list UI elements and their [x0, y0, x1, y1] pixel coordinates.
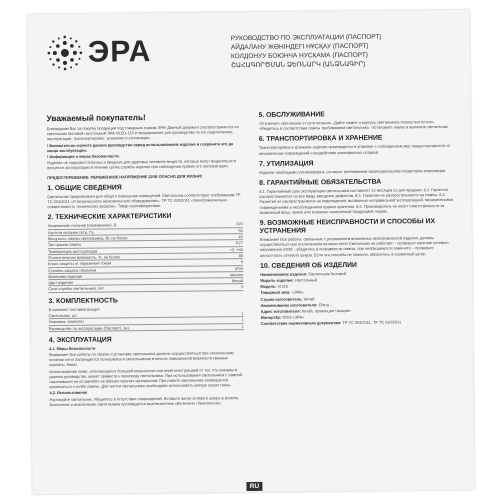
doc-title-kz: АЙДАЛАНУ ЖӨНІНДЕГІ НҰСҚАУ (ПАСПОРТ) [230, 42, 369, 52]
spec-label: Материал изделия [48, 272, 215, 280]
list-item: Соответствие нормативным документам: ТР ТС 004/2011, ТР ТС 020/2011 [260, 319, 402, 327]
spec-label: Срок службы светильника, лет [48, 284, 215, 292]
spec-label: Температура эксплуатации [48, 246, 215, 254]
section-3-title: 3. КОМПЛЕКТНОСТЬ [48, 297, 118, 305]
doc-title-am: ՇԱՀԱԳՈՐԾՄԱՆ ՁԵՌՆԱՐԿ (ԱՆՁՆԱԳԻՐ) [231, 60, 366, 70]
section-9-title: 9. ВОЗМОЖНЫЕ НЕИСПРАВНОСТИ И СПОСОБЫ ИХ УСТРАНЕНИЯ [259, 218, 436, 235]
spec-label: Цвет изделия [48, 278, 215, 286]
section-10-title: 10. СВЕДЕНИЯ ОБ ИЗДЕЛИИ [260, 261, 357, 270]
section-6-text: Транспортировка и хранение изделия производится в упаковке с соблюдением мер предосторожности от механических повреждений и воздействия атмосферных осадков. [258, 143, 451, 156]
brand-name: ЭРА [87, 35, 152, 69]
spec-value: металл [216, 271, 244, 278]
section-7-title: 7. УТИЛИЗАЦИЯ [259, 160, 314, 168]
list-item: Наименование изготовителя: Сhina ... [260, 302, 334, 308]
table-row [49, 323, 244, 331]
section-6-title: 6. ТРАНСПОРТИРОВКА И ХРАНЕНИЕ [258, 135, 383, 144]
spec-label: Напряжение питания (переменное), В [48, 222, 215, 230]
spec-label: Степень защиты оболочки [48, 265, 215, 273]
section-4-title: 4. ЭКСПЛУАТАЦИЯ [48, 336, 112, 344]
list-item: Наименование изделия: Светильник бытовой [260, 270, 346, 277]
spec-value: E27 [215, 240, 243, 247]
section-5-text: -Отключите светильник от сети питания. -Дайте лампе и корпусу светильника полностью остыть. -Убедитесь в соответствии лампы требованиям светильника. -Установите лампу и включите светильник. [258, 119, 449, 132]
spec-value: белый [216, 278, 244, 285]
section-3-intro: В комплект поставки входит: [48, 306, 101, 312]
section-4-text-3: Распакуйте светильник. Убедитесь в отсутствии повреждений. Вставьте вилку сетевого шнура в розетку. Включение и выключение светильника производится выключателем «Включено / Выключено». [49, 394, 239, 407]
spec-value: 50 [215, 227, 243, 234]
spec-value: 220 [215, 222, 243, 228]
document-titles [231, 32, 461, 70]
section-5-title: 5. ОБСЛУЖИВАНИЕ [258, 111, 325, 119]
list-item: Адрес изготовителя: Китай, провинция Чжэцзян [260, 308, 351, 314]
list-item: Импортёр: ООО «ЭРА» [260, 314, 305, 321]
spec-label: Класс защиты от поражения током [48, 259, 215, 267]
section-4-text-2: Использование ламп, отличающихся большей мощностью или иной конструкцией от тех, что указаны в данном руководстве, может привести к перегреву светильника. При использовании светильника с лампой накаливания не оставляйте её вблизи горючих материалов. При работе светильника запрещается прикасаться к колбе лампы. Для чистки светильника необходимо использовать мягкую сухую ткань. [49, 366, 242, 390]
sun-logo-icon [46, 34, 84, 72]
list-item: Модель: N-116 [260, 283, 289, 290]
kit-table [49, 311, 244, 332]
product-info [260, 270, 456, 327]
doc-title-ru: РУКОВОДСТВО ПО ЭКСПЛУАТАЦИИ (ПАСПОРТ) [230, 33, 382, 43]
kit-label: Руководство по эксплуатации (Паспорт), экз. [49, 323, 239, 331]
section-9-text: Внимание! Все работы, связанные с устранением возможных неисправностей изделия, должны осуществляться при отключенном питании сети! Светильник не работает: - проверьте наличие сетевого напряжения 220В; - убедитесь в исправности лампы, при необходимости замените; - проверьте целостность сетевого шнура. Если эти способы не помогли, обратитесь в сервисный центр. [259, 235, 449, 258]
section-4-sub-2: 4.2. Использование [49, 390, 88, 396]
doc-title-kg: КОЛДОНУУ БОЮНЧА НУСКАМА (ПАСПОРТ) [230, 51, 368, 61]
kit-label: Упаковка, комплект [49, 317, 239, 325]
section-4-text-1: Внимание! Все работы по сборке и установке светильника должны осуществляться при отключенном питании сети! Запрещается пользоваться светильником в местах повышенной влажности (ванные комнаты, бани). [49, 350, 234, 368]
spec-label: Мощность лампы светильника, Вт, не более [48, 234, 215, 242]
brand-logo [46, 33, 156, 74]
voltage-warning: ПРЕДОСТЕРЕЖЕНИЕ: ПЕРЕМЕННОЕ НАПРЯЖЕНИЕ 220В ОПАСНО ДЛЯ ЖИЗНИ! [47, 173, 203, 180]
table-row [48, 284, 243, 292]
spec-value: 40 [215, 234, 243, 241]
left-column [47, 110, 245, 408]
spec-value: II [215, 259, 243, 266]
manual-sheet [27, 10, 474, 495]
intro-note-1: ! Внимательно изучите данное руководство перед использованием изделия и сохраните его до конца эксплуатации. [46, 140, 234, 153]
section-4-sub-1: 4.1. Меры безопасности [48, 345, 96, 351]
intro-text: Благодарим Вас за покупку продукции под товарным знаком ЭРА! Данный документ распространяется на светильник бытовой настольный ЭРА NLED-116 и предназначен для руководства по его подключению, эксплуатации, транспортировке, хранению и утилизации. [46, 124, 239, 142]
intro-note-3: Изделие не содержит опасных и вредных для здоровья человека веществ, которые могут выделяться в процессе эксплуатации в течение срока службы изделия при соблюдении правил его эксплуатации. [47, 158, 236, 171]
list-item: Модель изделия: Настольный [260, 277, 318, 283]
section-8-text: 8.1. Гарантийный срок эксплуатации светильника составляет 12 месяцев со дня продажи. 8.2. Гарантия распространяется на все виды заводских дефектов. 8.3. Гарантия не распространяется на лампы. 8.4. Гарантия не распространяется на повреждения, вызванные неправильной эксплуатацией, механическими повреждениями и несоблюдением правил хранения. 8.5. Производитель не несёт ответственности за возможный вред, прямо или косвенно нанесённый продукцией людям. [259, 186, 453, 215]
kit-label: Светильник, шт. [49, 311, 239, 319]
spec-value: +5..+40 [215, 246, 243, 253]
section-2-title: 2. ТЕХНИЧЕСКИЕ ХАРАКТЕРИСТИКИ [47, 213, 172, 222]
spec-label: Относительная влажность, %, не более [48, 253, 215, 261]
section-8-title: 8. ГАРАНТИЙНЫЕ ОБЯЗАТЕЛЬСТВА [259, 178, 382, 187]
kit-value: 1 [239, 311, 244, 317]
section-1-text: Светильник предназначен для общего освещения помещений. Светильник соответствует требованиям ТР ТС 004/2011 «О безопасности низковольтного оборудования», ТР ТС 020/2011 «Электромагнитная совместимость технических средств». Товар сертифицирован. [47, 191, 241, 210]
intro-note-2: ! Информация о мерах безопасности. [46, 153, 120, 160]
spec-label: Тип цоколя лампы [48, 240, 215, 248]
right-column [259, 108, 456, 328]
list-item: Товарный знак: «ЭРА» [260, 289, 304, 296]
spec-value: IP20 [215, 265, 243, 272]
spec-value: 5 [216, 284, 244, 291]
spec-value: 80 [215, 253, 243, 260]
spec-label: Частота питания сети, Гц [48, 228, 215, 236]
section-1-title: 1. ОБЩИЕ СВЕДЕНИЯ [47, 184, 122, 192]
greeting-heading: Уважаемый покупатель! [46, 113, 146, 124]
language-badge: RU [246, 482, 262, 491]
list-item: Страна изготовитель: Китай [260, 295, 315, 302]
section-7-text: Изделие необходимо утилизировать согласно требованиям законодательства территории реализации. [259, 167, 447, 175]
kit-value: 1 [239, 317, 244, 323]
specs-table [48, 222, 244, 293]
kit-value: 1 [239, 323, 244, 329]
